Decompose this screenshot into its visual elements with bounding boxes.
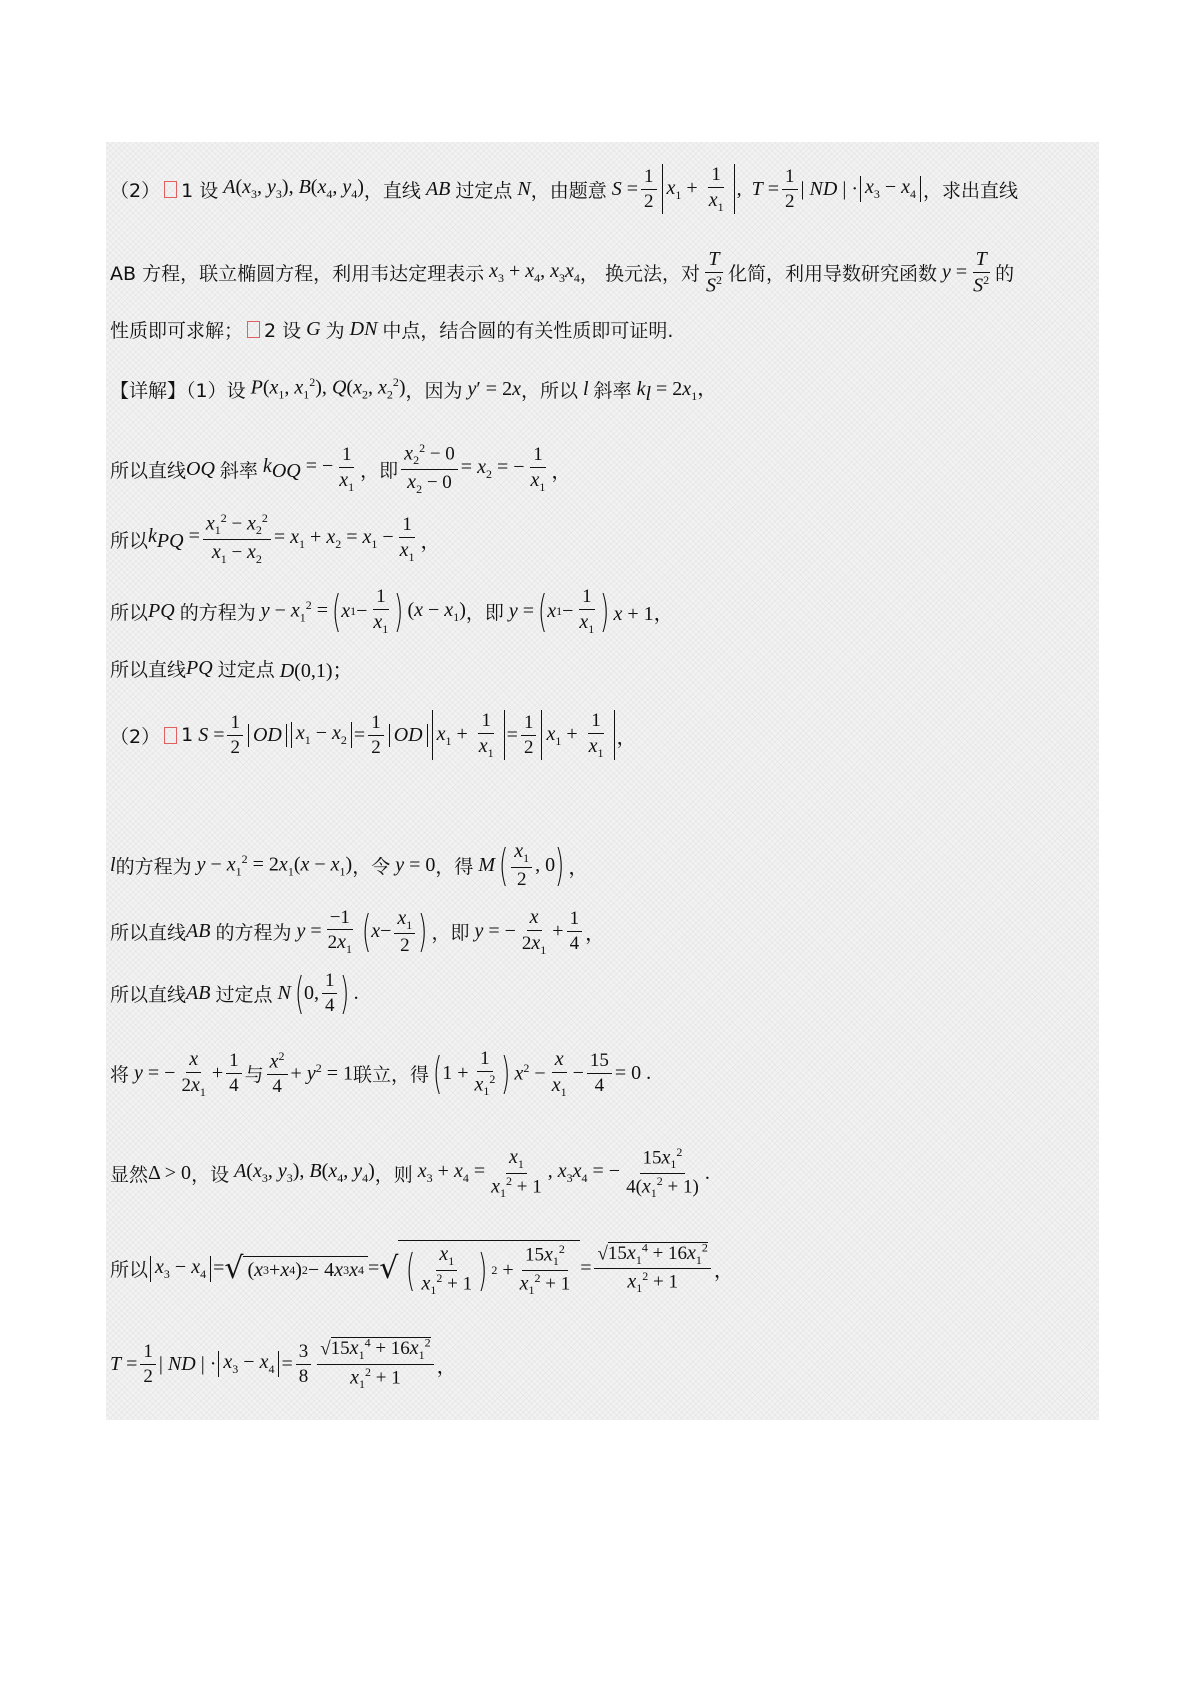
missing-glyph-icon: [164, 181, 177, 198]
text: 的方程为: [215, 922, 292, 945]
math: $k_l = 2x_1$，: [636, 378, 718, 405]
fraction: $\frac{3}{8}$: [296, 1341, 312, 1388]
text: 所以: [110, 529, 149, 552]
math: $A(x_3$, $y_3$), $B(x_4$, $y_4$): [223, 176, 364, 202]
line-4: [110, 372, 717, 406]
math: AB: [186, 982, 211, 1004]
text: ，即: [465, 602, 504, 624]
text: 斜率: [593, 379, 632, 402]
text: 为: [325, 320, 345, 342]
line-5: [110, 442, 571, 497]
abs: OD: [248, 724, 287, 747]
fraction: $\frac{x_1^2 - x_2^2}{x_1 - x_2}$: [203, 512, 271, 567]
text: 1 设: [181, 179, 219, 202]
line-9: [110, 710, 637, 760]
line-11: [110, 906, 605, 958]
text: ，直线: [363, 179, 421, 202]
abs: $x_1 - x_2$: [291, 722, 352, 748]
fraction: $\frac{1}{2}$: [641, 166, 657, 213]
text: ，令: [352, 856, 391, 878]
math: M: [478, 854, 496, 876]
math: OQ: [186, 457, 215, 480]
math: = $x_1 + x_2 = x_1$ −: [273, 526, 394, 552]
math: =: [353, 723, 366, 746]
text: ，所以: [520, 379, 578, 402]
math: $y - x_1^2 = 2x_1(x - x_1)$: [196, 851, 353, 879]
missing-glyph-icon: [164, 727, 177, 744]
abs: $x_1$ + $\frac{1}{x_1}$: [432, 710, 505, 760]
text: 与: [244, 1064, 264, 1087]
math: +: [211, 1062, 224, 1085]
math: =: [213, 1257, 225, 1280]
fraction: $\frac{x_1}{x_1^2 + 1}$: [491, 1146, 542, 1200]
sqrt: √ ( $\frac{x_1}{x_1^2 + 1}$ ) 2 + $\frac{15x_1^2}{x_1^2 + 1}$: [379, 1240, 580, 1298]
math: y =: [296, 920, 322, 943]
text: ，由题意: [530, 179, 607, 202]
fraction: $\frac{√15x_1^4 + 16x_1^2}{x_1^2 + 1}$: [594, 1242, 710, 1297]
abs: OD: [389, 724, 428, 747]
math: =: [506, 723, 518, 746]
math: = 0 .: [614, 1062, 652, 1085]
line-8: [110, 654, 352, 683]
text: （2）: [110, 725, 161, 748]
text: ，即: [360, 459, 399, 482]
text: ，因为: [405, 379, 463, 402]
missing-glyph-icon: [247, 321, 260, 338]
math: S =: [198, 723, 225, 746]
math: $k_{OQ}$ = −: [262, 455, 334, 483]
math: $x^2$ −: [514, 1061, 546, 1086]
text: 所以直线: [110, 459, 187, 482]
text: 所以直线: [110, 659, 187, 681]
text: 斜率: [219, 459, 258, 482]
math: l: [582, 377, 589, 400]
math: , T =: [736, 177, 779, 200]
math: PQ: [148, 600, 175, 622]
text: 1: [181, 724, 194, 747]
abs: $x_1$ + $\frac{1}{x_1}$: [662, 164, 735, 214]
text: ，即: [431, 922, 470, 945]
math: .: [353, 982, 359, 1004]
math: y = −: [134, 1062, 176, 1085]
text: 所以: [110, 602, 149, 624]
math: PQ: [186, 657, 213, 679]
line-12: [110, 968, 359, 1019]
text: 2 设: [264, 320, 302, 342]
line-14: [110, 1146, 710, 1201]
math: =: [281, 1352, 293, 1375]
parenthesis: ( $\frac{x_1}{2}$ , 0 ): [495, 840, 568, 891]
math: −: [572, 1062, 584, 1085]
fraction: $\frac{15x_1^2}{4(x_1^2 + 1)}$: [626, 1145, 699, 1201]
sqrt: √ ( x 3 + x 4 ) 2 − 4 x 3 x 4: [224, 1251, 368, 1286]
math: AB: [186, 920, 211, 943]
line-13: [110, 1048, 651, 1100]
parenthesis: ( 1 + $\frac{1}{x_1^2}$ ): [429, 1048, 515, 1099]
math: D(0,1)；: [279, 660, 353, 682]
math: $k_{PQ}$ =: [148, 525, 200, 553]
math: N: [277, 982, 291, 1004]
math: ，: [420, 530, 441, 553]
text: 过定点: [217, 659, 275, 681]
math: $y - x_1^2$ =: [260, 597, 329, 625]
text: 所以直线: [110, 922, 187, 945]
parenthesis: ( x 1 − $\frac{1}{x_1}$ ): [328, 586, 407, 637]
text: ，设: [191, 1163, 230, 1186]
math: ，: [585, 923, 606, 946]
fraction: $\frac{x_2^2 - 0}{x_2 - 0}$: [401, 442, 458, 497]
text: 所以: [110, 1259, 149, 1282]
fraction: $\frac{15}{4}$: [587, 1050, 612, 1097]
text: 化简，利用导数研究函数: [727, 263, 937, 286]
math: x + 1，: [613, 603, 674, 625]
text: 【详解】（1）设: [110, 379, 246, 402]
text: 的方程为: [115, 856, 192, 878]
math: ，: [551, 460, 572, 483]
fraction: $\frac{1}{2}$: [521, 712, 537, 759]
math: $x_3 + x_4$ =: [417, 1160, 486, 1186]
parenthesis: ( x − $\frac{x_1}{2}$ ): [358, 906, 431, 957]
fraction: $\frac{√15x_1^4 + 16x_1^2}{x_1^2 + 1}$: [317, 1337, 433, 1392]
line-6: [110, 512, 441, 567]
abs: $x_3 - x_4$: [150, 1256, 211, 1282]
text: ，则: [374, 1163, 413, 1186]
math: ，: [436, 1355, 457, 1378]
math: =: [367, 1257, 380, 1280]
math: y = −: [474, 920, 516, 943]
fraction: $\frac{1}{4}$: [226, 1050, 242, 1097]
text: 显然: [110, 1163, 149, 1186]
math: y =: [508, 600, 535, 622]
fraction: $\frac{-1}{2x_1}$: [327, 906, 353, 957]
line-7: [110, 586, 674, 637]
line-10: [110, 840, 588, 891]
fraction: $\frac{x^2}{4}$: [267, 1050, 288, 1098]
math: | ND | ·: [158, 1352, 217, 1375]
fraction: $\frac{1}{2}$: [782, 166, 798, 213]
fraction: $\frac{1}{2}$: [227, 712, 243, 759]
text: 过定点: [215, 984, 273, 1006]
math: AB: [425, 177, 451, 200]
math: $(x - x_1)$: [407, 598, 466, 624]
parenthesis: ( 0, $\frac{1}{4}$ ): [291, 968, 354, 1019]
math: l: [110, 854, 116, 876]
fraction: $\frac{x}{x_1}$: [551, 1048, 567, 1099]
math: =: [580, 1257, 592, 1280]
text: 的: [995, 263, 1015, 286]
fraction: $\frac{1}{x_1}$: [530, 444, 546, 494]
fraction: $\frac{T}{S^2}$: [705, 248, 722, 297]
fraction: $\frac{1}{2}$: [140, 1341, 156, 1388]
math: y = 0: [395, 854, 436, 876]
fraction: $\frac{1}{x_1}$: [339, 444, 355, 494]
fraction: $\frac{1}{2}$: [368, 712, 384, 759]
math: .: [704, 1161, 710, 1184]
text: 将: [110, 1064, 130, 1087]
fraction: $\frac{x}{2x_1}$: [181, 1048, 206, 1099]
text: ， 换元法，对: [579, 263, 700, 286]
text: 所以直线: [110, 984, 187, 1006]
line-2: [110, 248, 1014, 297]
math: + $y^2 = 1$: [290, 1061, 353, 1086]
math: = $x_2$ = −: [460, 456, 525, 482]
text: 联立，得: [353, 1064, 430, 1087]
line-3: [110, 316, 673, 343]
fraction: $\frac{x}{2x_1}$: [521, 906, 547, 957]
math: $A(x_3$, $y_3$), $B(x_4$, $y_4$): [234, 1160, 375, 1186]
math: ，: [713, 1260, 734, 1283]
line-15: [110, 1240, 734, 1298]
math: y =: [941, 261, 968, 284]
math: DN: [349, 318, 378, 340]
math: $x_3 + x_4$, $x_3x_4$: [489, 259, 580, 285]
fraction: $\frac{1}{4}$: [567, 908, 583, 955]
line-16: [110, 1337, 457, 1392]
math: S =: [611, 177, 639, 200]
text: 性质即可求解；: [110, 320, 244, 342]
text: 的方程为: [179, 602, 256, 624]
fraction: $\frac{1}{x_1}$: [399, 514, 415, 564]
fraction: $\frac{T}{S^2}$: [973, 248, 990, 297]
abs: $x_1$ + $\frac{1}{x_1}$: [541, 710, 614, 760]
text: （2）: [110, 179, 161, 202]
math: | ND | ·: [800, 177, 858, 200]
math: , $x_3x_4$ = −: [547, 1160, 621, 1186]
math: $P(x_1$, $x_1^2$), $Q(x_2$, $x_2^2$): [250, 375, 406, 402]
math: N: [517, 177, 531, 200]
text: AB 方程，联立椭圆方程，利用韦达定理表示: [110, 263, 485, 286]
line-1: [110, 164, 1018, 214]
math: G: [306, 318, 321, 340]
math: ，: [568, 857, 589, 879]
text: 中点，结合圆的有关性质即可证明.: [382, 320, 674, 342]
abs: $x_3 - x_4$: [218, 1351, 279, 1377]
math: y′ = 2x: [467, 377, 521, 400]
math: T =: [110, 1352, 138, 1375]
math: ，: [616, 726, 637, 749]
math: +: [552, 920, 564, 943]
text: ，求出直线: [923, 179, 1019, 202]
text: ，得: [435, 856, 474, 878]
math: Δ > 0: [148, 1161, 192, 1184]
parenthesis: ( x 1 − $\frac{1}{x_1}$ ): [534, 586, 613, 637]
text: 过定点: [455, 179, 513, 202]
abs: $x_3 - x_4$: [860, 176, 921, 202]
